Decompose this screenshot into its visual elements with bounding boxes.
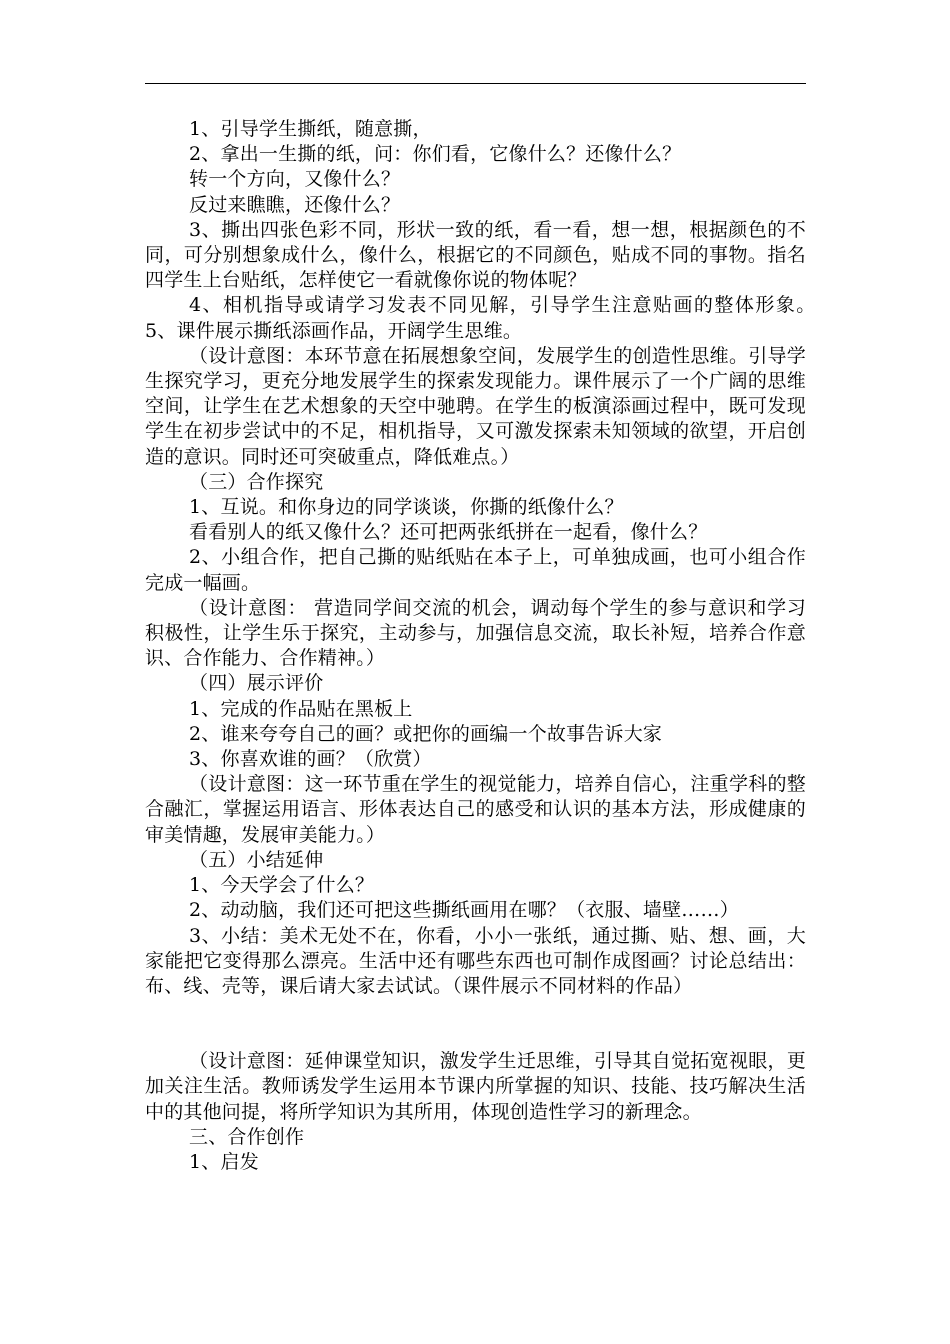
header-rule [145,83,806,84]
section-heading: （三）合作探究 [189,470,324,493]
paragraph: 3、小结：美术无处不在，你看，小小一张纸，通过撕、贴、想、画，大家能把它变得那么漂亮。生活中还有哪些东西也可制作成图画？讨论总结出：布、线、壳等，课后请大家去试试。（课件展示不同材料的作品） [145,924,806,997]
paragraph: 转一个方向，又像什么？ [189,168,401,191]
paragraph: 1、互说。和你身边的同学谈谈，你撕的纸像什么？ [189,496,624,519]
paragraph: 3、你喜欢谁的画？（欣赏） [189,748,432,771]
paragraph: 3、撕出四张色彩不同，形状一致的纸，看一看，想一想，根据颜色的不同，可分别想象成什么，像什么，根据它的不同颜色，贴成不同的事物。指名四学生上台贴纸，怎样使它一看就像你说的物体呢？ [145,218,806,292]
paragraph: 1、引导学生撕纸，随意撕， [189,118,432,140]
section-heading: 三、合作创作 [189,1125,305,1148]
design-intent-note: （设计意图：延伸课堂知识，激发学生迁思维，引导其自觉拓宽视眼，更加关注生活。教师诱发学生运用本节课内所掌握的知识、技能、技巧解决生活中的其他问提，将所学知识为其所用，体现创造性学习的新理念。 [145,1050,806,1123]
design-intent-note: （设计意图：本环节意在拓展想象空间，发展学生的创造性思维。引导学生探究学习，更充分地发展学生的探索发现能力。课件展示了一个广阔的思维空间，让学生在艺术想象的天空中驰聘。在学生的板演添画过程中，既可发现学生在初步尝试中的不足，相机指导，又可激发探索未知领域的欲望，开启创造的意识。同时还可突破重点，降低难点。） [145,344,806,468]
paragraph: 1、启发 [189,1150,259,1173]
document-body [145,117,845,1175]
design-intent-note: （设计意图：这一环节重在学生的视觉能力，培养自信心，注重学科的整合融汇，掌握运用语言、形体表达自己的感受和认识的基本方法，形成健康的审美情趣，发展审美能力。） [145,773,806,846]
paragraph: 看看别人的纸又像什么？还可把两张纸拼在一起看，像什么？ [189,521,708,544]
section-heading: （五）小结延伸 [189,848,324,871]
paragraph: 1、今天学会了什么？ [189,874,375,897]
paragraph: 2、谁来夸夸自己的画？或把你的画编一个故事告诉大家 [189,722,663,745]
blank-line [145,999,806,1049]
section-heading: （四）展示评价 [189,672,324,695]
paragraph: 1、完成的作品贴在黑板上 [189,697,413,720]
paragraph: 2、小组合作，把自己撕的贴纸贴在本子上，可单独成画，也可小组合作完成一幅画。 [145,546,806,594]
design-intent-note: （设计意图： 营造同学间交流的机会，调动每个学生的参与意识和学习积极性，让学生乐于探究，主动参与，加强信息交流，取长补短，培养合作意识、合作能力、合作精神。） [145,596,806,670]
paragraph: 4、相机指导或请学习发表不同见解，引导学生注意贴画的整体形象。 5、课件展示撕纸添画作品，开阔学生思维。 [145,294,845,342]
paragraph: 2、动动脑，我们还可把这些撕纸画用在哪？（衣服、墙壁……） [189,899,739,922]
paragraph: 2、拿出一生撕的纸，问：你们看，它像什么？还像什么？ [189,143,682,166]
paragraph: 反过来瞧瞧，还像什么？ [189,193,401,216]
